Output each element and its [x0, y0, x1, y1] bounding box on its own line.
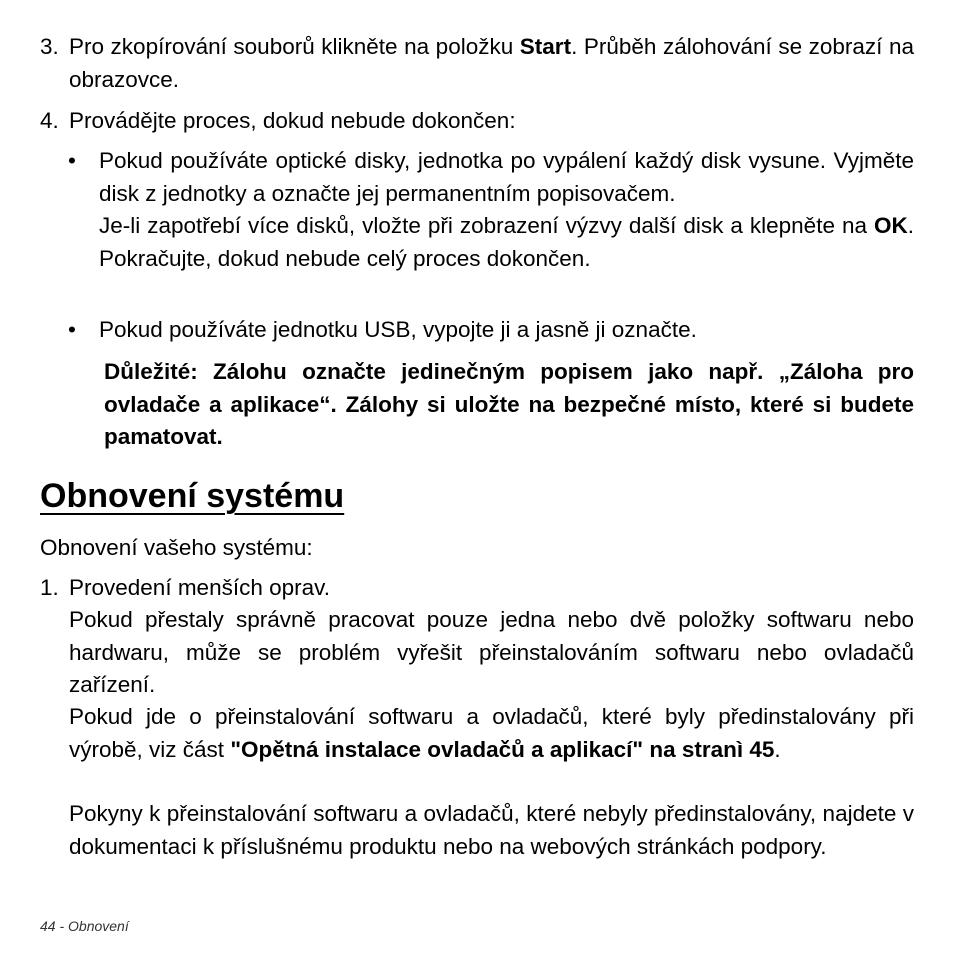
step-4 [40, 105, 914, 138]
step-number: 1. [40, 575, 59, 600]
bullet-text-part: Je-li zapotřebí více disků, vložte při zobrazení výzvy další disk a klepněte na [99, 213, 874, 238]
step-text-part: Pro zkopírování souborů klikněte na položku [69, 34, 520, 59]
bullet-extra-text [99, 210, 914, 275]
step-text: Provádějte proces, dokud nebude dokončen: [69, 108, 516, 133]
bullet-usb [68, 314, 914, 347]
step-1-paragraph-3: Pokyny k přeinstalování softwaru a ovladačů, které nebyly předinstalovány, najdete v dokumentaci k příslušnému produktu nebo na webových stránkách podpory. [69, 801, 914, 859]
bullet-text-part: . Pokračujte, dokud nebude celý proces dokončen. [99, 213, 914, 271]
paragraph-text-part: Pokud jde o přeinstalování softwaru a ovladačů, které byly předinstalovány při výrobě, viz část [69, 704, 914, 762]
bullet-icon: • [68, 148, 76, 173]
step-text-part: . Průběh zálohování se zobrazí na obrazovce. [69, 34, 915, 92]
bullet-icon: • [68, 317, 76, 342]
paragraph-text-part: . [774, 736, 781, 762]
step-3 [40, 31, 914, 96]
step-bold-start: Start [519, 34, 572, 59]
step-1-paragraph-1: Pokud přestaly správně pracovat pouze jedna nebo dvě položky softwaru nebo hardwaru, může se problém vyřešit přeinstalováním softwaru nebo ovladačů zařízení. [69, 607, 914, 697]
step-number: 3. [40, 34, 59, 59]
step-1 [40, 572, 914, 605]
bullet-text: Pokud používáte optické disky, jednotka po vypálení každý disk vysune. Vyjměte disk z jednotky a označte jej permanentním popisovačem. [99, 148, 914, 206]
cross-reference-link: "Opětná instalace ovladačů a aplikací" na stranì 45 [230, 736, 775, 762]
step-1-paragraph-2 [69, 701, 914, 766]
important-note: Důležité: Zálohu označte jedinečným popisem jako např. „Záloha pro ovladače a aplikace“. Zálohy si uložte na bezpečné místo, které si budete pamatovat. [104, 359, 914, 449]
step-title: Provedení menších oprav. [69, 575, 330, 600]
step-number: 4. [40, 108, 59, 133]
bullet-bold-ok: OK [873, 213, 908, 238]
section-heading: Obnovení systému [40, 477, 345, 515]
bullet-optical-disks [68, 145, 914, 275]
bullet-text: Pokud používáte jednotku USB, vypojte ji a jasně ji označte. [99, 317, 697, 342]
page-footer: 44 - Obnovení [40, 918, 129, 934]
step-text [69, 31, 914, 96]
intro-text: Obnovení vašeho systému: [40, 535, 313, 560]
